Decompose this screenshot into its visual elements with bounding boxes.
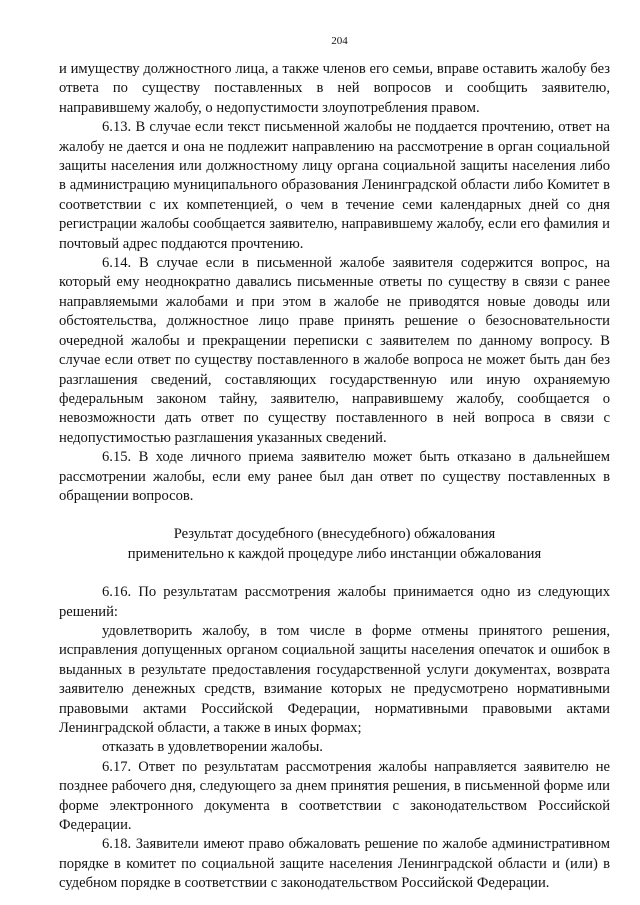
spacer [59, 564, 610, 583]
paragraph-option-satisfy: удовлетворить жалобу, в том числе в форме отмены принятого решения, исправления допущенных органом социальной защиты населения опечаток и ошибок в выданных в результате предоставления государственной услуги документах, возврата заявителю денежных средств, взимание которых не предусмотрено нормативными правовыми актами Российской Федерации, нормативными правовыми актами Ленинградской области, а также в иных формах; [59, 622, 610, 736]
paragraph-6-13: 6.13. В случае если текст письменной жалобы не поддается прочтению, ответ на жалобу не дается и она не подлежит направлению на рассмотрение в орган социальной защиты населения или должностному лицу органа социальной защиты населения либо в администрацию муниципального образования Ленинградской области либо Комитет в соответствии с их компетенцией, о чем в течение семи календарных дней со дня регистрации жалобы сообщается заявителю, направившему жалобу, если его фамилия и почтовый адрес поддаются прочтению. [59, 119, 610, 252]
section-heading [59, 525, 610, 564]
section-heading-line-2: применительно к каждой процедуре либо инстанции обжалования [127, 545, 542, 562]
paragraph-6-14: 6.14. В случае если в письменной жалобе заявителя содержится вопрос, на который ему неоднократно давались письменные ответы по существу в связи с ранее направляемыми жалобами и при этом в жалобе не приводятся новые доводы или обстоятельства, должностное лицо праве принять решение о безосновательности очередной жалобы и прекращении переписки с заявителем по данному вопросу. В случае если ответ по существу поставленного в жалобе вопроса не может быть дан без разглашения сведений, составляющих государственную или иную охраняемую федеральным законом тайну, заявителю, направившему жалобу, сообщается о невозможности дать ответ по существу поставленного в ней вопроса в связи с недопустимостью разглашения указанных сведений. [59, 255, 610, 446]
page-number: 204 [331, 35, 348, 47]
paragraph-6-15: 6.15. В ходе личного приема заявителю может быть отказано в дальнейшем рассмотрении жалобы, если ему ранее был дан ответ по существу поставленных в обращении вопросов. [59, 449, 610, 504]
paragraph-6-17: 6.17. Ответ по результатам рассмотрения жалобы направляется заявителю не позднее рабочего дня, следующего за днем принятия решения, в письменной форме или форме электронного документа в соответствии с законодательством Российской Федерации. [59, 758, 610, 834]
paragraph-continuation: и имуществу должностного лица, а также членов его семьи, вправе оставить жалобу без ответа по существу поставленных в ней вопросов и сообщить заявителю, направившему жалобу, о недопустимости злоупотребления правом. [59, 61, 610, 116]
section-heading-line-1: Результат досудебного (внесудебного) обжалования [173, 526, 496, 543]
paragraph-option-refuse: отказать в удовлетворении жалобы. [102, 739, 323, 756]
paragraph-6-16: 6.16. По результатам рассмотрения жалобы принимается одно из следующих решений: [59, 584, 610, 620]
paragraph-6-18: 6.18. Заявители имеют право обжаловать решение по жалобе административном порядке в комитет по социальной защите населения Ленинградской области и (или) в судебном порядке в соответствии с законодательством Российской Федерации. [59, 836, 610, 892]
